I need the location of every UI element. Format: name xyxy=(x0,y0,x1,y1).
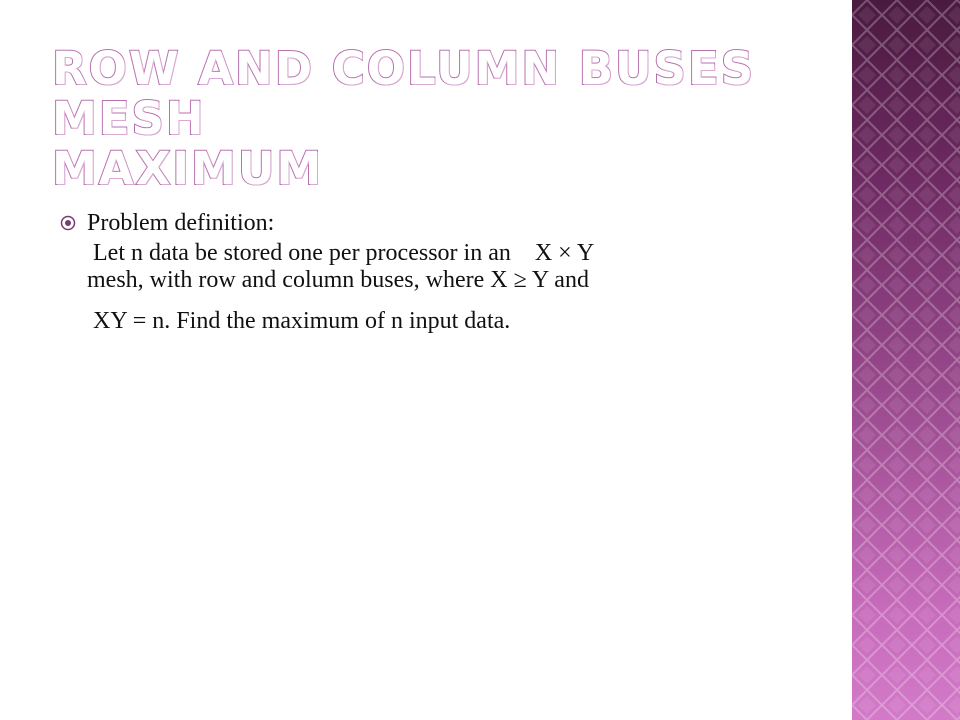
paragraph-line-3: XY = n. Find the maximum of n input data. xyxy=(93,308,511,334)
slide-title-line1: ROW AND COLUMN BUSES MESH xyxy=(52,42,756,145)
slide-body xyxy=(60,206,850,335)
bullet-item xyxy=(60,206,850,240)
slide-title xyxy=(52,44,832,194)
problem-paragraph xyxy=(87,240,850,335)
target-bullet-icon xyxy=(60,215,76,231)
bullet-label: Problem definition: xyxy=(87,210,275,236)
slide-title-line2: MAXIMUM xyxy=(52,142,324,195)
paragraph-line-2: mesh, with row and column buses, where X ≥ Y and xyxy=(87,267,589,293)
decorative-side-band xyxy=(852,0,960,720)
paragraph-line-1: Let n data be stored one per processor in an X × Y xyxy=(93,240,595,266)
diamond-pattern xyxy=(852,0,960,720)
